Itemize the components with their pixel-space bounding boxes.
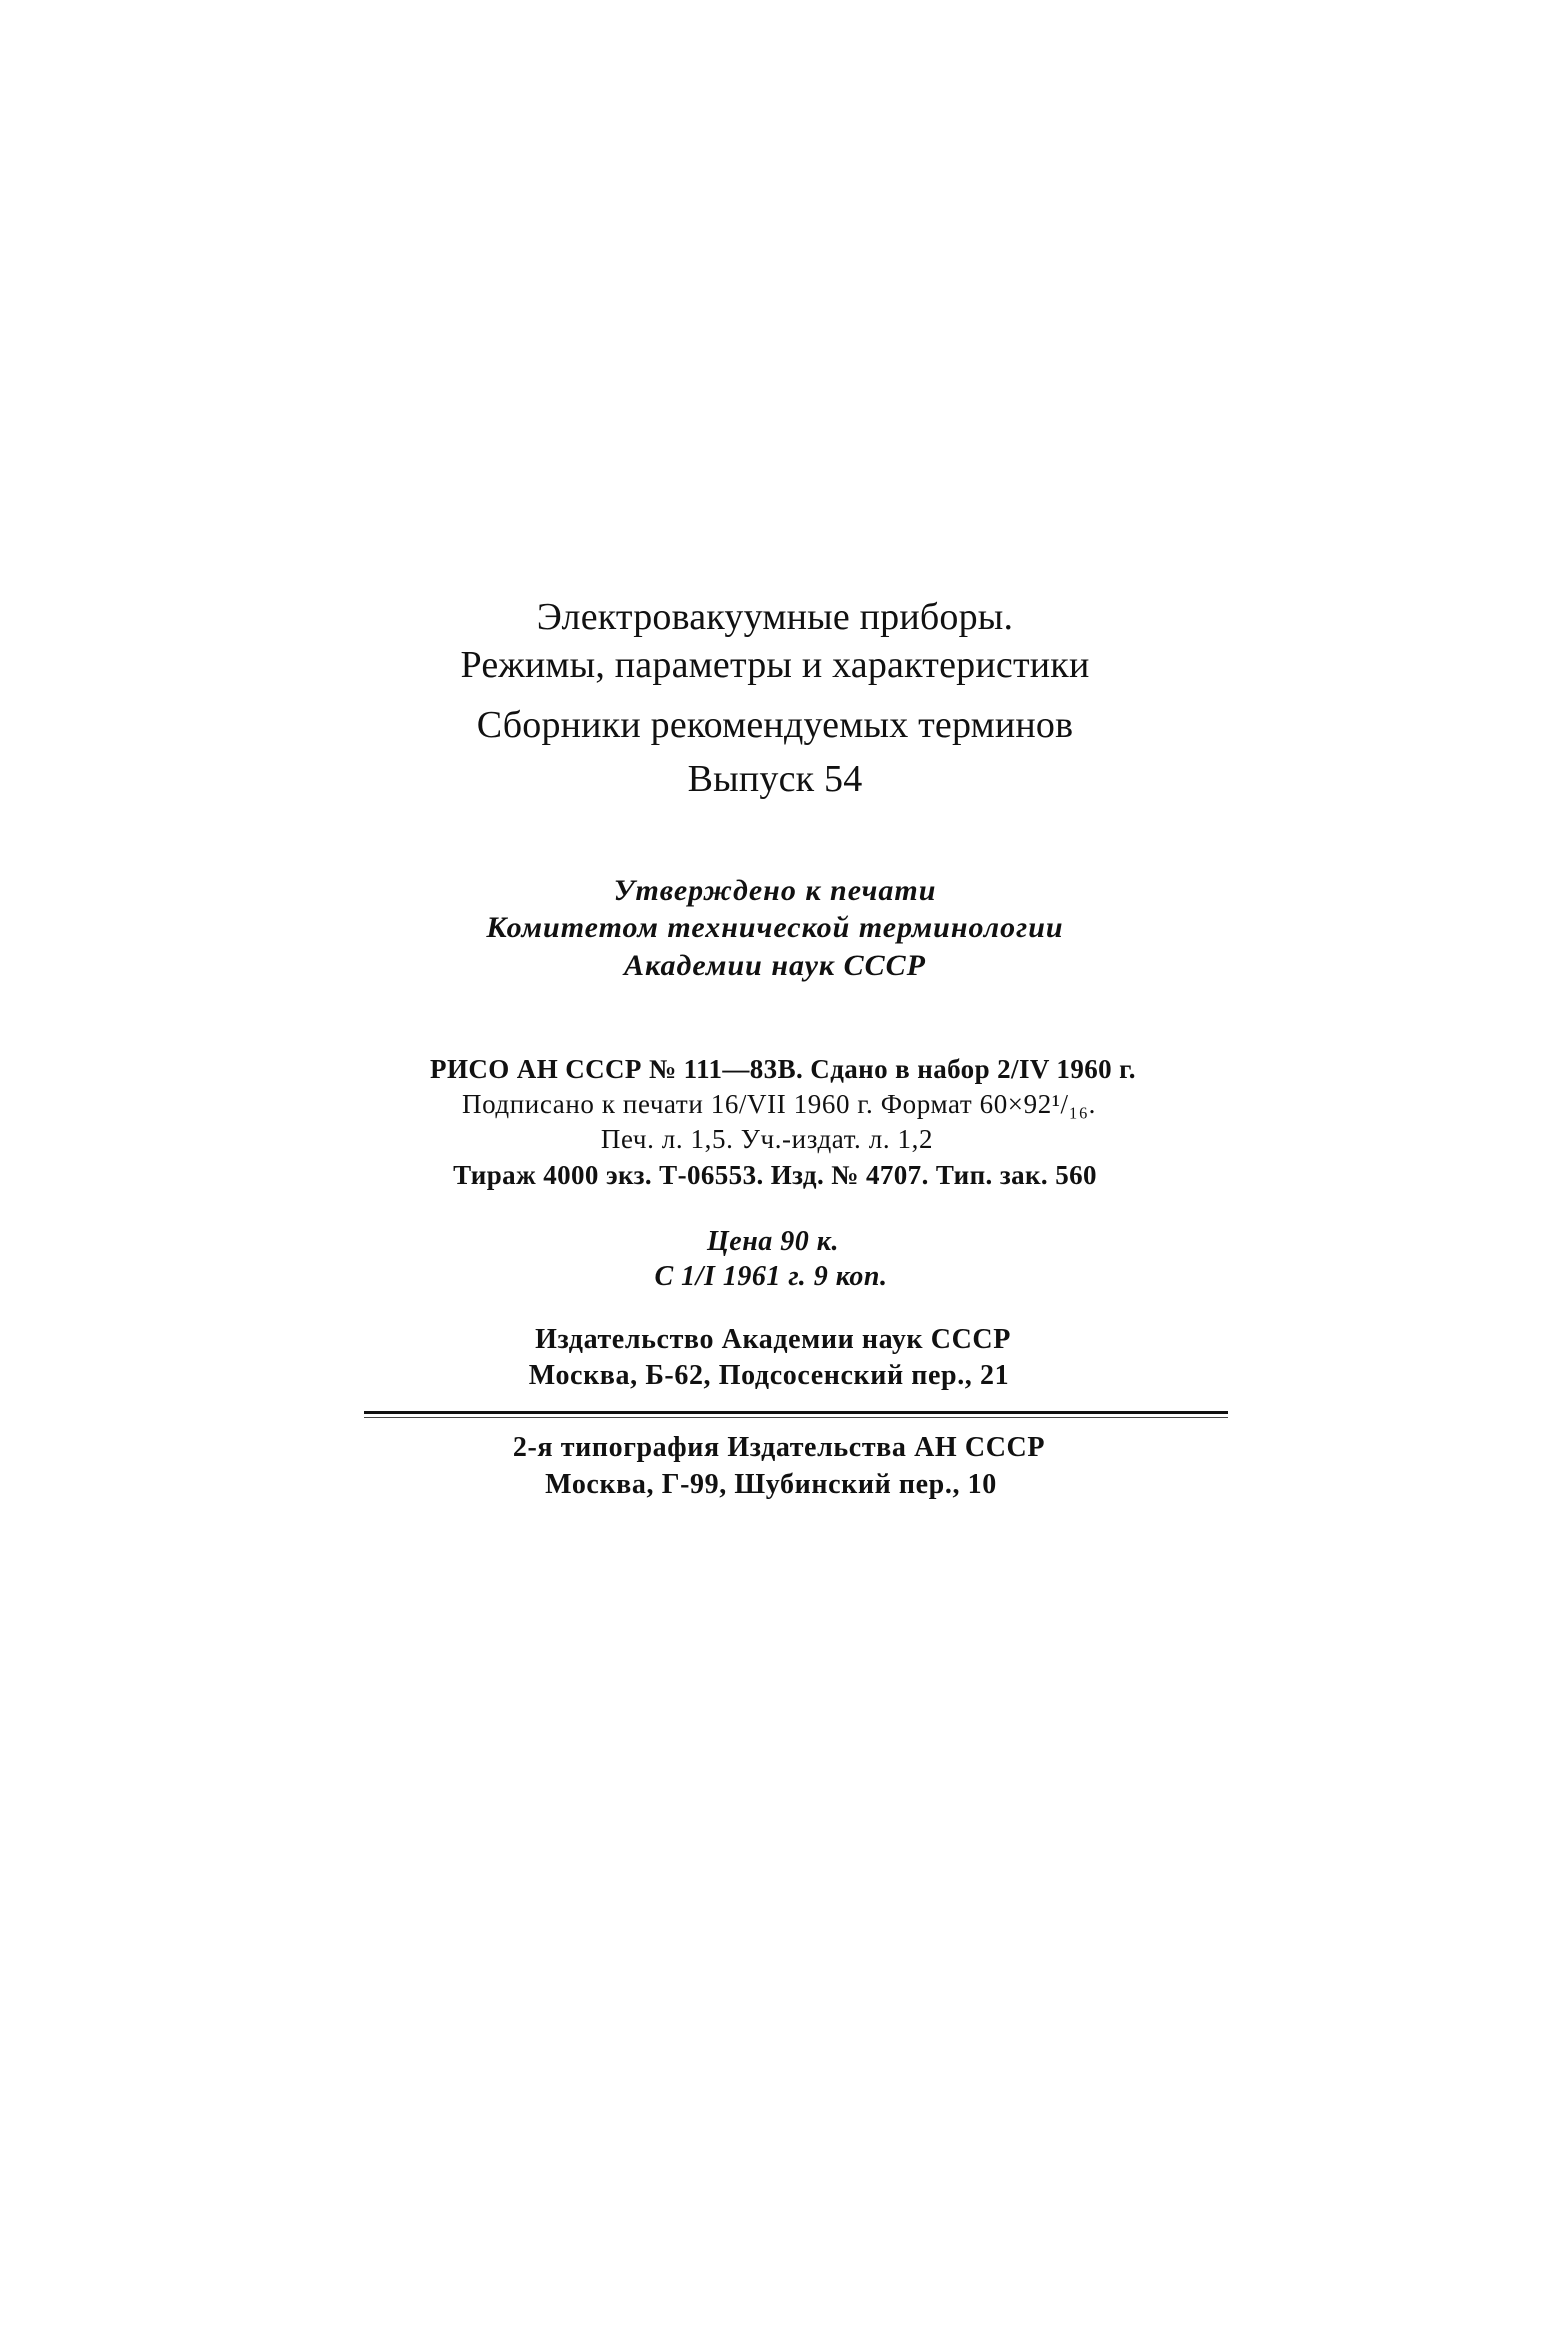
price-revaluation-line: С 1/I 1961 г. 9 коп. <box>654 1261 888 1292</box>
imprint-line-4: Тираж 4000 экз. Т-06553. Изд. № 4707. Тип. зак. 560 <box>453 1160 1097 1190</box>
series-title: Электровакуумные приборы. <box>536 596 1014 638</box>
divider-rule-thin <box>364 1417 1228 1418</box>
approval-line-3: Академии наук СССР <box>624 949 926 982</box>
imprint-line-3: Печ. л. 1,5. Уч.-издат. л. 1,2 <box>600 1124 934 1154</box>
publisher-name: Издательство Академии наук СССР <box>535 1324 1011 1355</box>
publisher-address: Москва, Б-62, Подсосенский пер., 21 <box>528 1360 1010 1391</box>
printer-address: Москва, Г-99, Шубинский пер., 10 <box>545 1469 997 1500</box>
issue-number: Выпуск 54 <box>687 758 863 800</box>
approval-line-1: Утверждено к печати <box>613 874 937 907</box>
imprint-line-1: РИСО АН СССР № 111—83В. Сдано в набор 2/IV 1960 г. <box>430 1054 1136 1084</box>
collection-title: Сборники рекомендуемых терминов <box>476 704 1074 746</box>
price-line: Цена 90 к. <box>707 1226 839 1257</box>
printer-name: 2-я типография Издательства АН СССР <box>512 1432 1046 1463</box>
subtitle: Режимы, параметры и характеристики <box>460 644 1090 686</box>
divider-rule <box>364 1411 1228 1414</box>
approval-line-2: Комитетом технической терминологии <box>486 911 1064 944</box>
imprint-line-2: Подписано к печати 16/VII 1960 г. Формат 60×92¹/₁₆. <box>461 1089 1096 1119</box>
